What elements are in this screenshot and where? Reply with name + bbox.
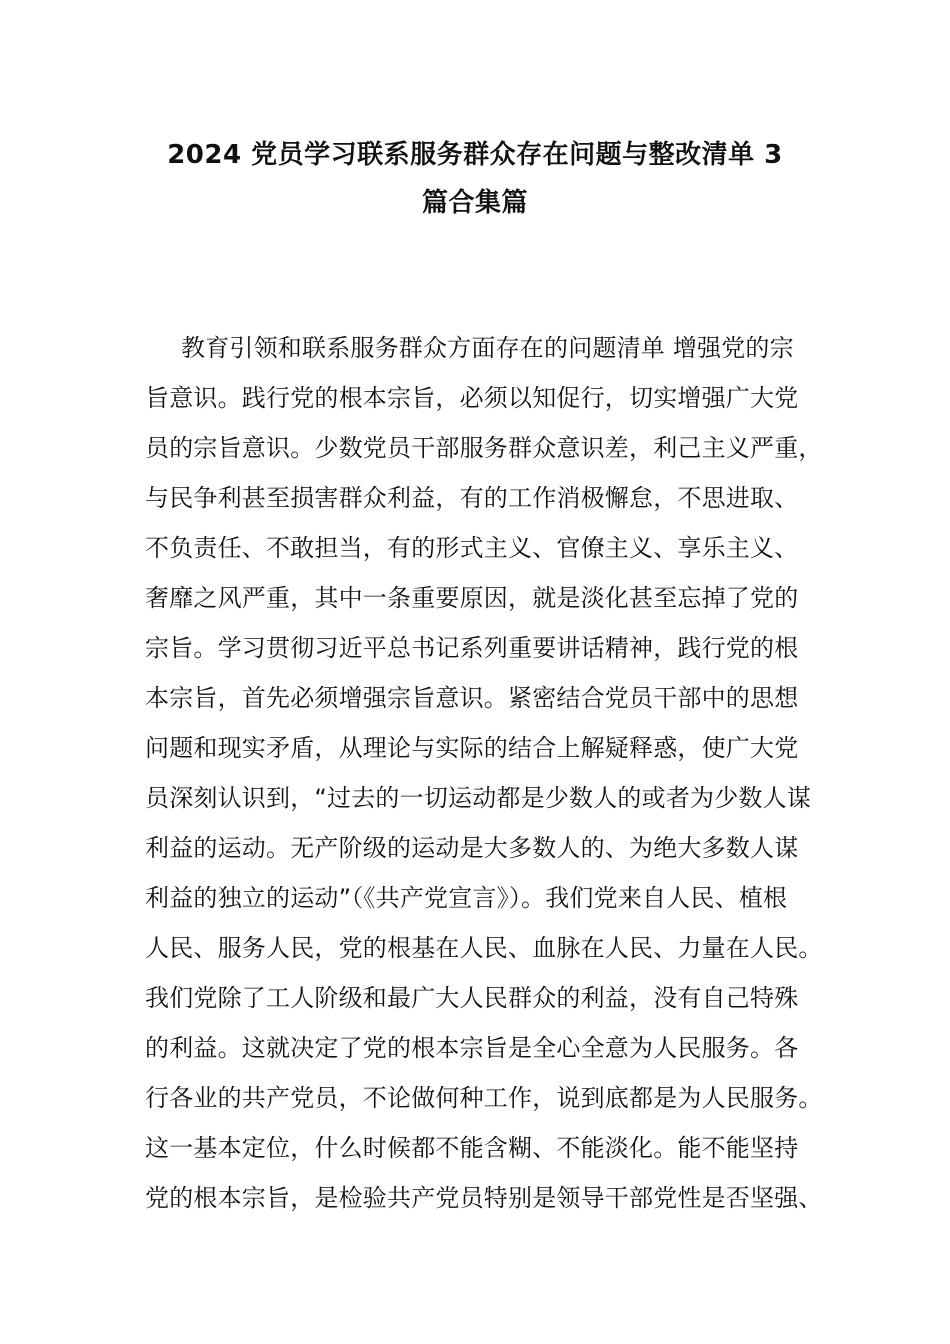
body-line: 旨意识。践行党的根本宗旨，必须以知促行，切实增强广大党 <box>145 384 799 412</box>
body-line: 员深刻认识到，“过去的一切运动都是少数人的或者为少数人谋 <box>145 784 812 812</box>
body-line: 党的根本宗旨，是检验共产党员特别是领导干部党性是否坚强、 <box>145 1184 823 1212</box>
body-line: 这一基本定位，什么时候都不能含糊、不能淡化。能不能坚持 <box>145 1134 799 1162</box>
body-line: 本宗旨，首先必须增强宗旨意识。紧密结合党员干部中的思想 <box>145 684 799 712</box>
body-line: 我们党除了工人阶级和最广大人民群众的利益，没有自己特殊 <box>145 984 799 1012</box>
document-title-line-2: 篇合集篇 <box>421 188 528 218</box>
body-line: 的利益。这就决定了党的根本宗旨是全心全意为人民服务。各 <box>145 1034 799 1062</box>
body-line: 问题和现实矛盾，从理论与实际的结合上解疑释惑，使广大党 <box>145 734 799 762</box>
body-line: 宗旨。学习贯彻习近平总书记系列重要讲话精神，践行党的根 <box>145 634 799 662</box>
body-line: 不负责任、不敢担当，有的形式主义、官僚主义、享乐主义、 <box>145 534 799 562</box>
body-line: 人民、服务人民，党的根基在人民、血脉在人民、力量在人民。 <box>145 934 823 962</box>
body-line: 行各业的共产党员，不论做何种工作，说到底都是为人民服务。 <box>145 1084 823 1112</box>
body-line: 利益的独立的运动”（《共产党宣言》）。我们党来自人民、植根 <box>145 884 788 912</box>
body-line: 利益的运动。无产阶级的运动是大多数人的、为绝大多数人谋 <box>145 834 799 862</box>
body-line: 员的宗旨意识。少数党员干部服务群众意识差，利己主义严重， <box>145 434 823 462</box>
body-line: 教育引领和联系服务群众方面存在的问题清单 增强党的宗 <box>181 334 794 362</box>
document-title-line-1: 2024 党员学习联系服务群众存在问题与整改清单 3 <box>167 140 783 170</box>
body-line: 与民争利甚至损害群众利益，有的工作消极懈怠，不思进取、 <box>145 484 799 512</box>
body-line: 奢靡之风严重，其中一条重要原因，就是淡化甚至忘掉了党的 <box>145 584 799 612</box>
